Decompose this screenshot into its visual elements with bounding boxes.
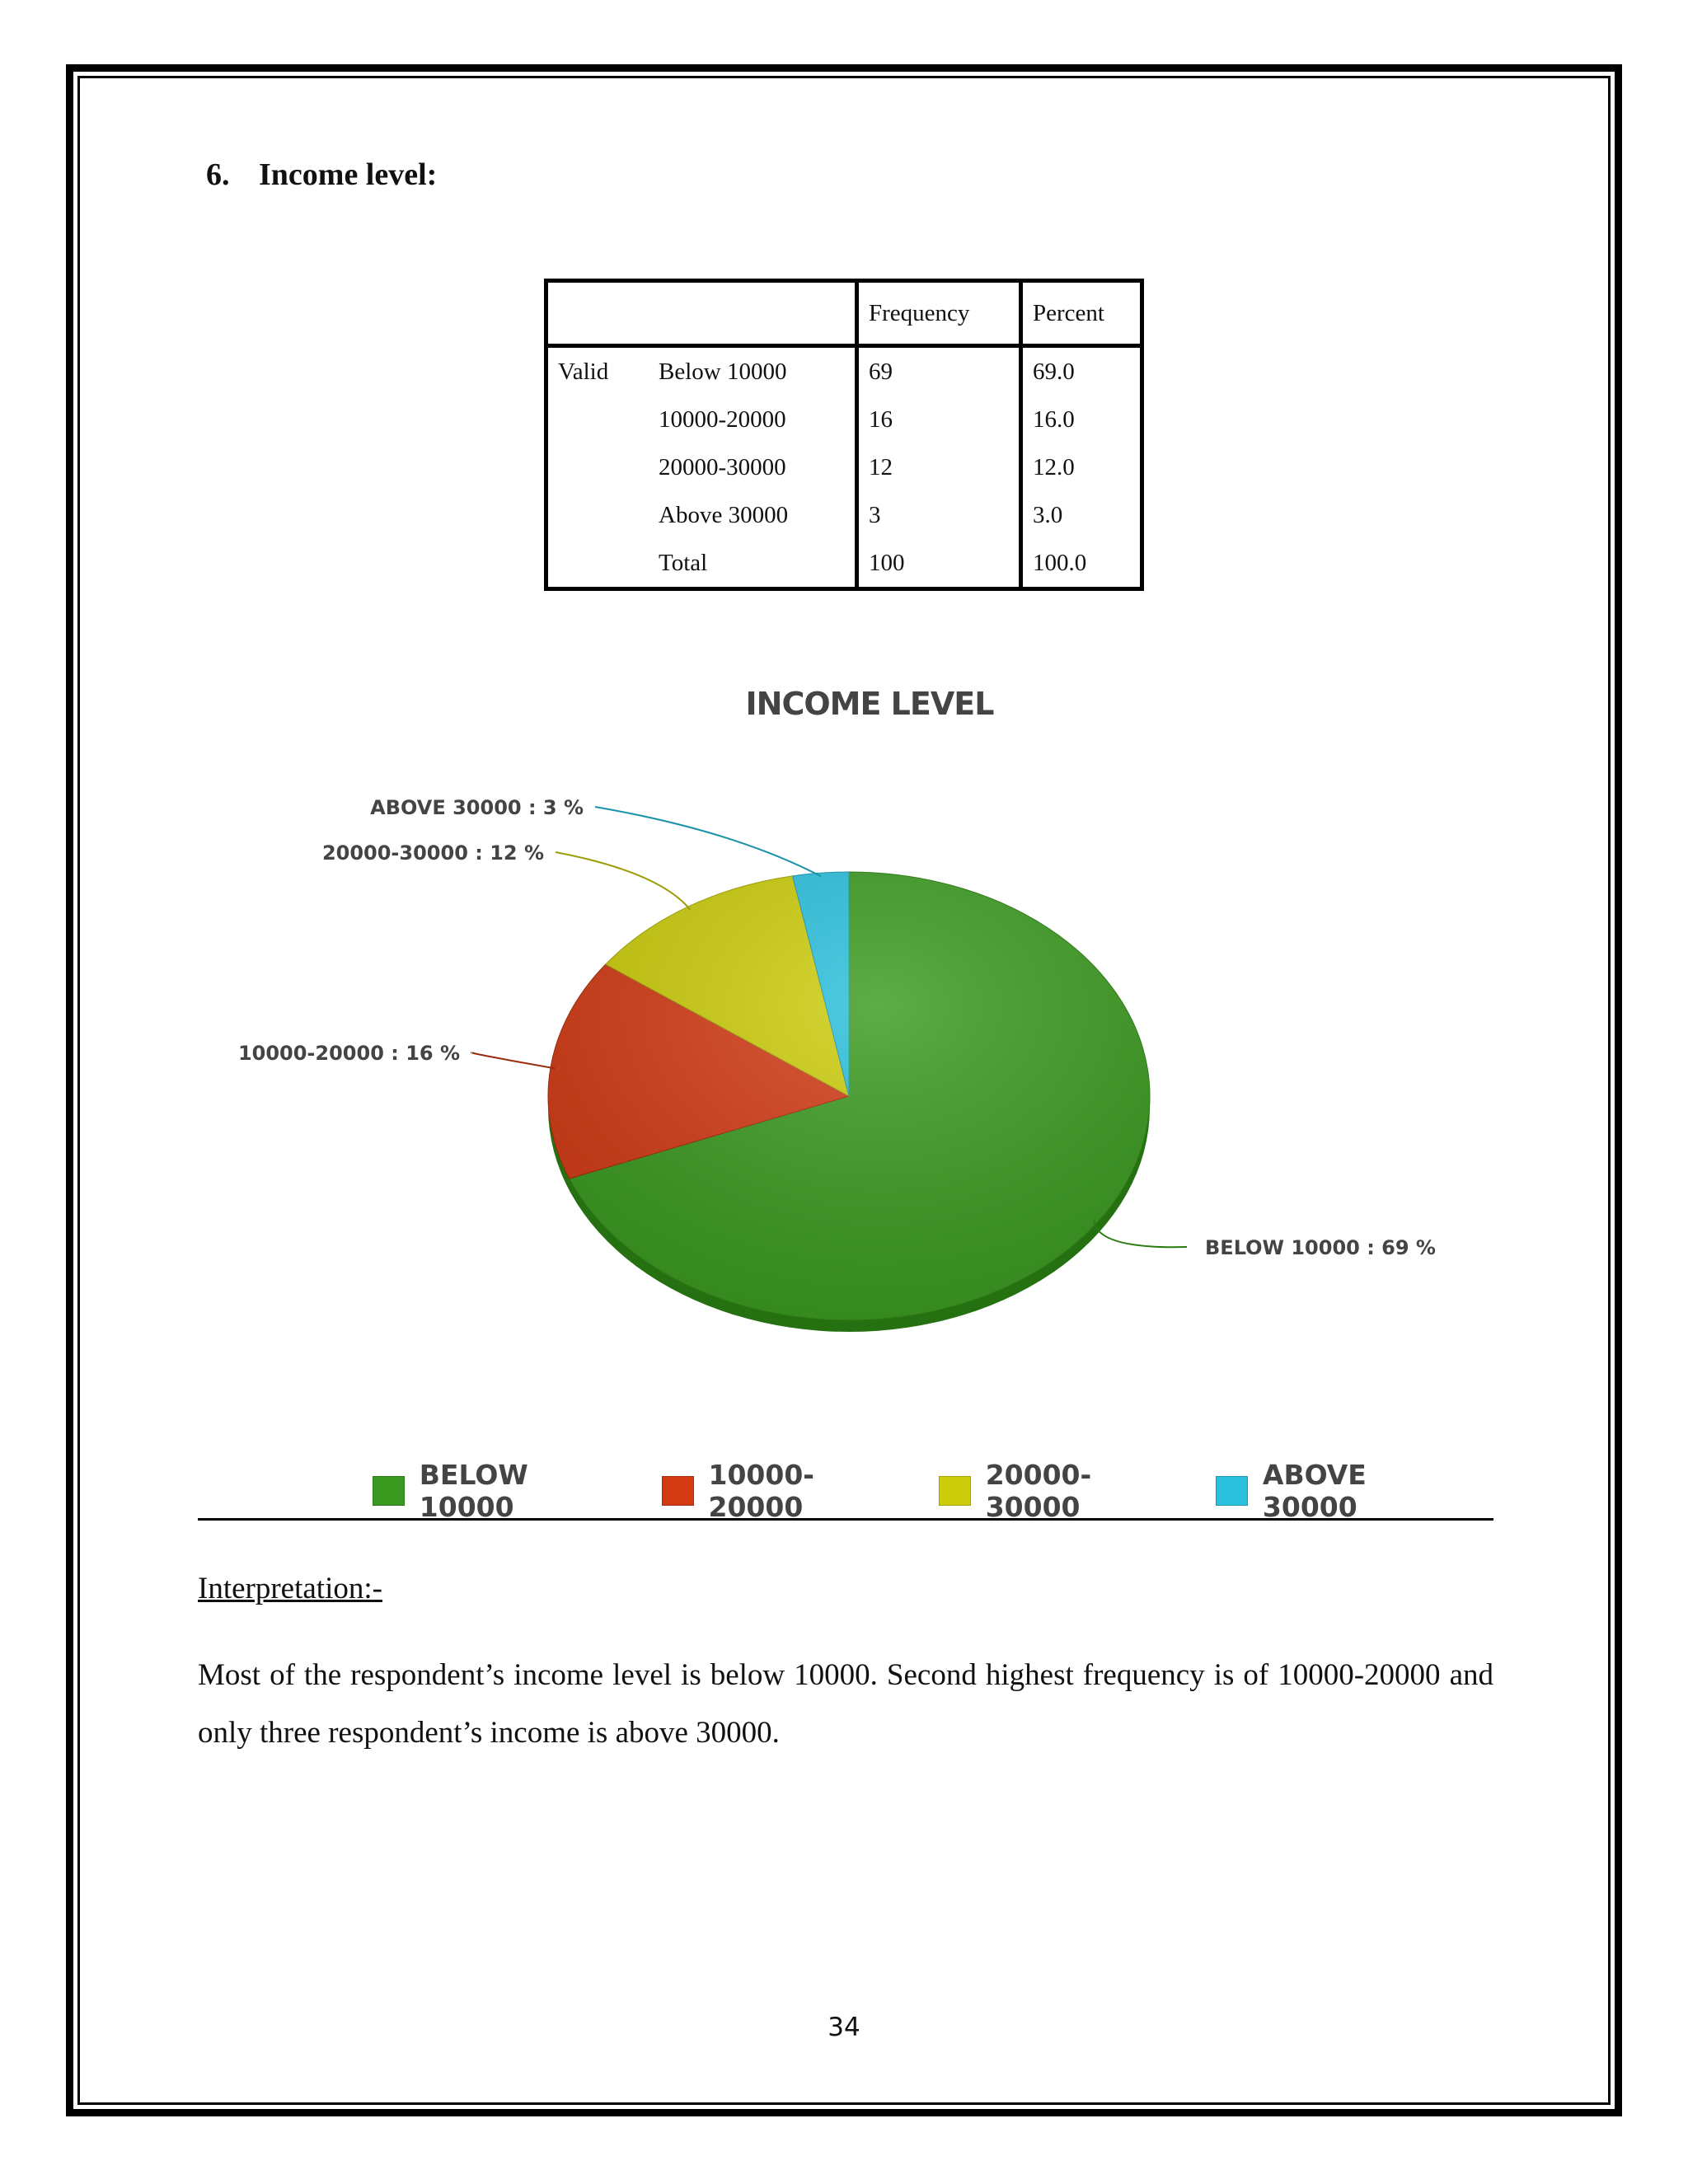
table-cell-percent: 100.0 <box>1021 539 1142 589</box>
table-row <box>546 491 1142 539</box>
legend-label: 20000-30000 <box>985 1459 1092 1523</box>
slice-label-20000-30000: 20000-30000 : 12 % <box>321 841 544 865</box>
table-row-total <box>546 539 1142 589</box>
table-header-percent: Percent <box>1021 281 1142 346</box>
section-title: Income level: <box>259 157 438 192</box>
slice-label-below-10000: BELOW 10000 : 69 % <box>1205 1236 1436 1259</box>
slice-label-10000-20000: 10000-20000 : 16 % <box>237 1042 460 1065</box>
table-header-row <box>546 281 1142 346</box>
interpretation-body: Most of the respondent’s income level is below 10000. Second highest frequency is of 10000-20000 and only three respondent’s income is above 30000. <box>198 1658 1493 1750</box>
table-header-frequency: Frequency <box>857 281 1021 346</box>
table-group-label: Valid <box>558 358 609 385</box>
leader-line-below-10000 <box>1094 1221 1187 1248</box>
leader-line-above-30000 <box>595 807 821 876</box>
legend-swatch-above-30000 <box>1216 1476 1248 1506</box>
table-header-blank-2 <box>649 281 857 346</box>
table-row <box>546 396 1142 443</box>
table-cell-label: Above 30000 <box>659 501 789 528</box>
page-number: 34 <box>828 2013 860 2042</box>
interpretation-title: Interpretation:- <box>198 1572 382 1605</box>
table-cell-frequency: 3 <box>857 491 1021 539</box>
legend-swatch-10000-20000 <box>662 1476 694 1506</box>
legend-item <box>662 1459 903 1523</box>
table-row <box>546 443 1142 491</box>
table-cell-frequency: 69 <box>857 346 1021 396</box>
legend-swatch-below-10000 <box>373 1476 405 1506</box>
section-heading <box>206 157 437 193</box>
table-cell-frequency: 16 <box>857 396 1021 443</box>
table-cell-label: 10000-20000 <box>659 405 786 433</box>
table-cell-frequency: 100 <box>857 539 1021 589</box>
table-cell-percent: 12.0 <box>1021 443 1142 491</box>
legend-swatch-20000-30000 <box>939 1476 971 1506</box>
table-cell-percent: 3.0 <box>1021 491 1142 539</box>
table-cell-label: Total <box>659 549 708 576</box>
legend-item <box>373 1459 626 1523</box>
frequency-table <box>544 279 1144 591</box>
table-cell-label: 20000-30000 <box>659 453 786 480</box>
chart-legend <box>373 1459 1500 1523</box>
slice-label-above-30000: ABOVE 30000 : 3 % <box>370 796 584 819</box>
pie-chart-svg <box>198 659 1500 1451</box>
chart-title: INCOME LEVEL <box>745 686 994 722</box>
legend-label: 10000-20000 <box>708 1459 815 1523</box>
income-level-chart <box>198 659 1500 1525</box>
leader-line-10000-20000 <box>471 1052 555 1068</box>
table-header-blank-1 <box>546 281 649 346</box>
legend-item <box>1216 1459 1464 1523</box>
legend-item <box>939 1459 1179 1523</box>
horizontal-rule <box>198 1518 1493 1521</box>
table-cell-percent: 69.0 <box>1021 346 1142 396</box>
table-cell-frequency: 12 <box>857 443 1021 491</box>
section-number: 6. <box>206 157 230 192</box>
table-row <box>546 346 1142 396</box>
leader-line-20000-30000 <box>556 852 690 910</box>
legend-label: ABOVE 30000 <box>1262 1459 1367 1523</box>
table-cell-percent: 16.0 <box>1021 396 1142 443</box>
legend-label: BELOW 10000 <box>419 1459 528 1523</box>
table-cell-label: Below 10000 <box>659 358 787 385</box>
